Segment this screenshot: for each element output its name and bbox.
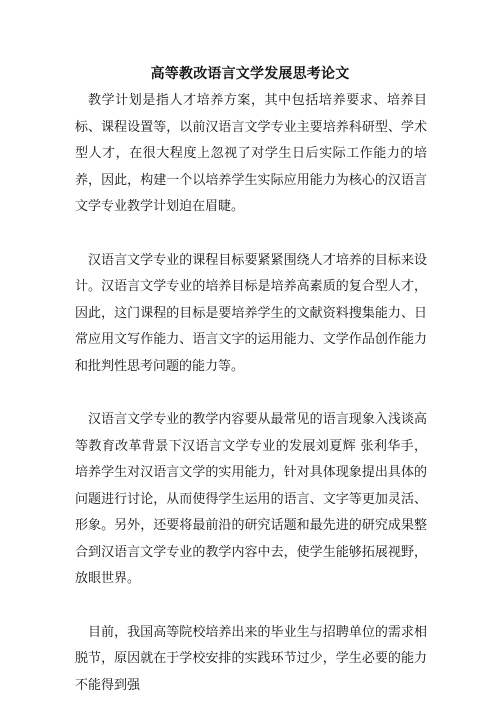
paragraph-course-objectives: 汉语言文学专业的课程目标要紧紧围绕人才培养的目标来设计。汉语言文学专业的培养目标是培养高素质的复合型人才，因此，这门课程的目标是要培养学生的文献资料搜集能力、日常应用文写作能力、语言文字的运用能力、文学作品创作能力和批判性思考问题的能力等。 [75,252,427,374]
paragraph-teaching-content: 汉语言文学专业的教学内容要从最常见的语言现象入浅谈高等教育改革背景下汉语言文学专业的发展刘夏辉 张利华手，培养学生对汉语言文学的实用能力，针对具体现象提出具体的问题进行讨论，从而使得学生运用的语言、文字等更加灵活、形象。另外，还要将最前沿的研究话题和最先进的研究成果整合到汉语言文学专业的教学内容中去，使学生能够拓展视野，放眼世界。 [75,412,427,586]
paragraph-practice-gap: 目前，我国高等院校培养出来的毕业生与招聘单位的需求相脱节，原因就在于学校安排的实践环节过少，学生必要的能力不能得到强 [75,624,427,693]
document-title: 高等教改语言文学发展思考论文 [150,66,350,82]
document-body [75,88,427,699]
paragraph-teaching-plan: 教学计划是指人才培养方案，其中包括培养要求、培养目标、课程设置等，以前汉语言文学专业主要培养科研型、学术型人才，在很大程度上忽视了对学生日后实际工作能力的培养，因此，构建一个以培养学生实际应用能力为核心的汉语言文学专业教学计划迫在眉睫。 [75,93,427,214]
